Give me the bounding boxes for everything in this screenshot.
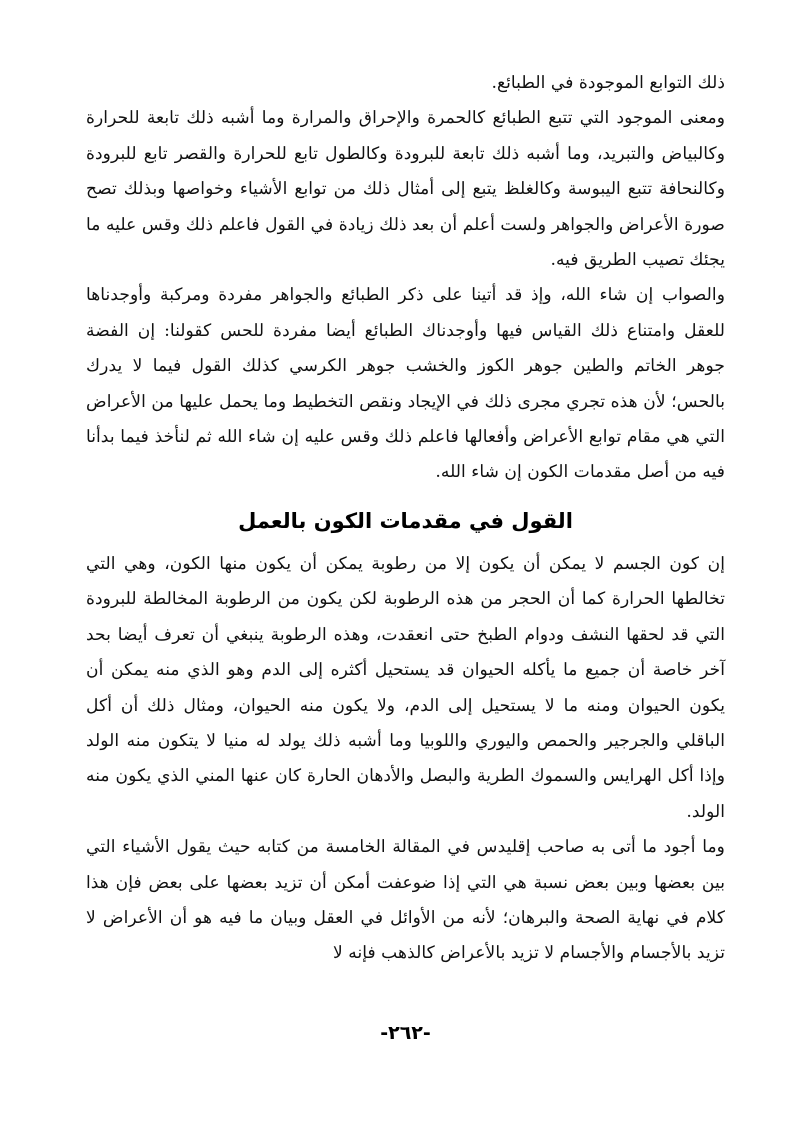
paragraph-accidents-natures: ومعنى الموجود التي تتبع الطبائع كالحمرة والإحراق والمرارة وما أشبه ذلك تابعة للحرارة وكالبياض والتبريد، وما أشبه ذلك تابعة للبرودة وكالطول تابع للحرارة والقصر تابع للبرودة وكالنحافة تتبع اليبوسة وكالغلظ يتبع إلى أمثال ذلك من توابع الأشياء وخواصها وبذلك تصح صورة الأعراض والجواهر ولست أعلم أن بعد ذلك زيادة في القول فاعلم ذلك وقس عليه ما يجئك تصيب الطريق فيه.	[86, 108, 725, 271]
section-heading: القول في مقدمات الكون بالعمل	[238, 508, 573, 533]
paragraph-body-generation: إن كون الجسم لا يمكن أن يكون إلا من رطوبة يمكن أن يكون منها الكون، وهي التي تخالطها الحرارة كما أن الحجر من هذه الرطوبة لكن يكون من الرطوبة المخالطة للبرودة التي قد لحقها النشف ودوام الطبخ حتى انعقدت، وهذه الرطوبة ينبغي أن تعرف أيضا بحد آخر خاصة أن جميع ما يأكله الحيوان قد يستحيل أكثره إلى الدم وهو الذي منه يمكن أن يكون الحيوان ومنه ما لا يستحيل إلى الدم، ولا يكون منه الحيوان، ومثال ذلك أن أكل الباقلي والجرجير والحمص واليوري واللوبيا وما أشبه ذلك يولد له منيا لا يتكون منه الولد وإذا أكل الهرايس والسموك الطرية والبصل والأدهان الحارة كان عنها المني الذي يكون منه الولد.	[86, 553, 725, 822]
paragraph-euclid: وما أجود ما أتى به صاحب إقليدس في المقالة الخامسة من كتابه حيث يقول الأشياء التي بين بعضها وبين بعض نسبة هي التي إذا ضوعفت أمكن أن تزيد بعضها على بعض فإن هذا كلام في نهاية الصحة والبرهان؛ لأنه من الأوائل في العقل وبيان ما فيه هو أن الأعراض لا تزيد بالأجسام والأجسام لا تزيد بالأعراض كالذهب فإنه لا	[86, 837, 725, 964]
paragraph-continuation: ذلك التوابع الموجودة في الطبائع.	[491, 73, 725, 93]
paragraph-elements-substances: والصواب إن شاء الله، وإذ قد أتينا على ذكر الطبائع والجواهر مفردة ومركبة وأوجدناها للعقل وامتناع ذلك القياس فيها وأوجدناك الطبائع أيضا مفردة للحس كقولنا: إن الفضة جوهر الخاتم والطين جوهر الكوز والخشب جوهر الكرسي كذلك القول فيما لا يدرك بالحس؛ لأن هذه تجري مجرى ذلك في الإيجاد ونقص التخطيط وما يحمل عليها من الأعراض التي هي مقام توابع الأعراض وأفعالها فاعلم ذلك وقس عليه إن شاء الله ثم لنأخذ فيما بدأنا فيه من أصل مقدمات الكون إن شاء الله.	[86, 285, 725, 483]
page-number: -٢٦٢-	[380, 1022, 431, 1044]
